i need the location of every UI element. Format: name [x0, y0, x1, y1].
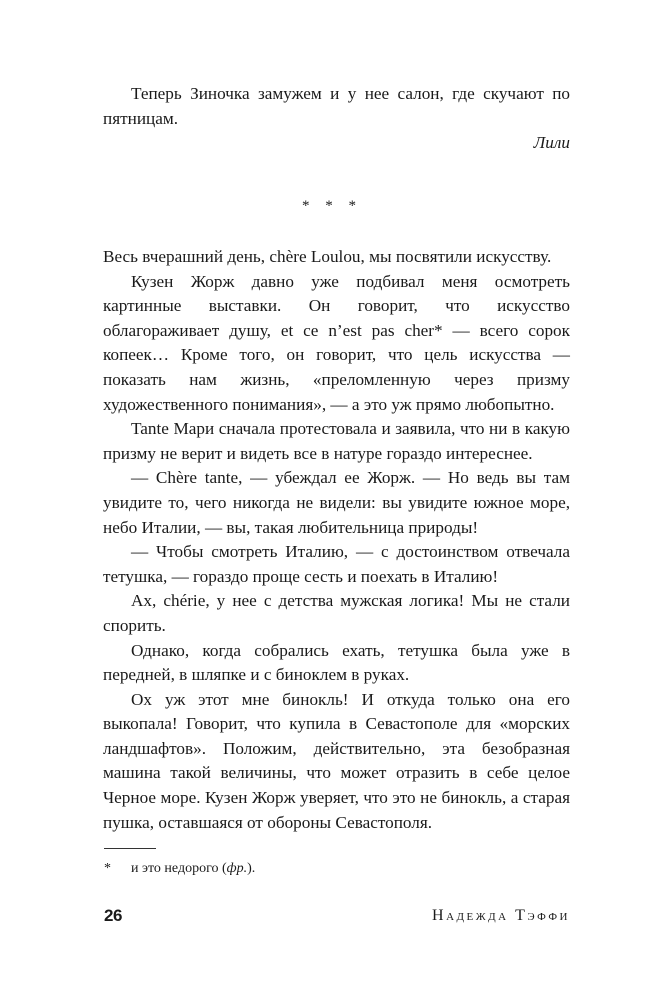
paragraph-intro: Теперь Зиночка замужем и у нее салон, где скучают по пятницам. — [103, 84, 570, 128]
signature: Лили — [533, 133, 570, 152]
footnote — [104, 859, 255, 879]
footnote-mark: * — [104, 861, 111, 876]
running-footer-author: Надежда Тэффи — [432, 907, 570, 924]
paragraph: Tante Мари сначала протестовала и заявила, что ни в какую призму не верит и видеть все в натуре гораздо интереснее. — [103, 419, 570, 463]
paragraph: — Чтобы смотреть Италию, — с достоинством отвечала тетушка, — гораздо проще сесть и поехать в Италию! — [103, 542, 570, 586]
section-separator: * * * — [302, 198, 362, 214]
paragraph: — Chère tante, — убеждал ее Жорж. — Но ведь вы там увидите то, чего никогда не видели: вы увидите южное море, небо Италии, — вы, такая любительница природы! — [103, 468, 570, 537]
footnote-text: и это недорого ( — [131, 861, 227, 876]
footnote-rule — [104, 848, 156, 849]
page-number: 26 — [104, 906, 122, 925]
paragraph: Ах, chérie, у нее с детства мужская логика! Мы не стали спорить. — [103, 591, 570, 635]
paragraph: Ох уж этот мне бинокль! И откуда только она его выкопала! Говорит, что купила в Севастополе для «морских ландшафтов». Положим, действительно, эта безобразная машина такой величины, что может отразить в себе целое Черное море. Кузен Жорж уверяет, что это не бинокль, а старая пушка, оставшаяся от обороны Севастополя. — [103, 689, 570, 832]
paragraph: Кузен Жорж давно уже подбивал меня осмотреть картинные выставки. Он говорит, что искусство облагораживает душу, et ce n’est pas cher* — всего сорок копеек… Кроме того, он говорит, что цель искусства — показать нам жизнь, «преломленную через призму художественного понимания», — а это уж прямо любопытно. — [103, 271, 570, 414]
footnote-lang: фр. — [226, 861, 248, 876]
paragraph: Весь вчерашний день, chère Loulou, мы посвятили искусству. — [103, 247, 552, 266]
paragraph: Однако, когда собрались ехать, тетушка была уже в передней, в шляпке и с биноклем в руках. — [103, 640, 570, 685]
footnote-end: ). — [247, 861, 256, 876]
top-text-block — [103, 82, 570, 131]
main-text-block — [103, 245, 570, 835]
